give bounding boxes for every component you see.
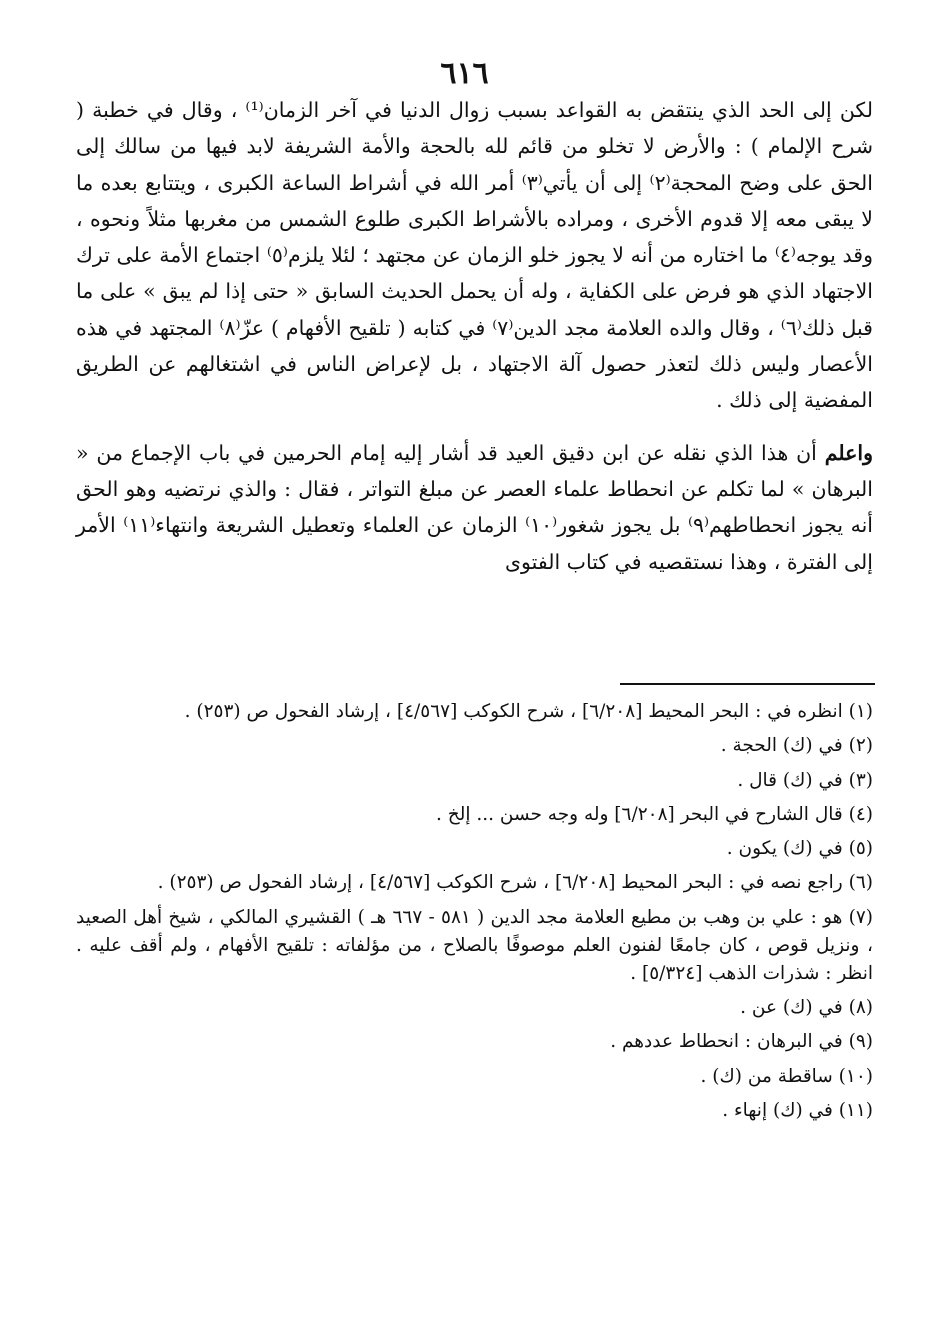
page-number: ٦١٦ <box>440 56 489 91</box>
paragraph-2 <box>76 435 873 580</box>
footnote-4: (٤) قال الشارح في البحر [٦/٢٠٨] وله وجه حسن ... إلخ . <box>435 803 873 825</box>
footnote-2: (٢) في (ك) الحجة . <box>720 735 873 757</box>
paragraph-text: لكن إلى الحد الذي ينتقض به القواعد بسبب زوال الدنيا في آخر الزمان⁽¹⁾ ، وقال في خطبة ( شرح الإلمام ) : والأرض لا تخلو من قائم لله بالحجة والأمة الشريفة لابد فيها من سالك إلى الحق على وضح المحجة⁽٢⁾ إلى أن يأتي⁽٣⁾ أمر الله في أشراط الساعة الكبرى ، ويتتابع بعده ما لا يبقى معه إلا قدوم الأخرى ، ومراده بالأشراط الكبرى طلوع الشمس من مغربها مثلاً ونحوه ، وقد يوجه⁽٤⁾ ما اختاره من أنه لا يجوز خلو الزمان عن مجتهد ؛ لئلا يلزم⁽٥⁾ اجتماع الأمة على ترك الاجتهاد الذي هو فرض على الكفاية ، وله أن يحمل الحديث السابق « حتى إذا لم يبق » على ما قبل ذلك⁽٦⁾ ، وقال والده العلامة مجد الدين⁽٧⁾ في كتابه ( تلقيح الأفهام ) عزّ⁽٨⁾ المجتهد في هذه الأعصار وليس ذلك لتعذر حصول آلة الاجتهاد ، بل لإعراض الناس في اشتغالهم عن الطريق المفضية إلى ذلك . <box>76 98 873 413</box>
footnote-separator <box>620 683 875 685</box>
footnote-11: (١١) في (ك) إنهاء . <box>722 1099 873 1121</box>
paragraph-1 <box>76 92 873 419</box>
footnote-3: (٣) في (ك) قال . <box>737 769 873 791</box>
footnote-6: (٦) راجع نصه في : البحر المحيط [٦/٢٠٨] ، شرح الكوكب [٤/٥٦٧] ، إرشاد الفحول ص (٢٥٣) . <box>157 872 873 894</box>
footnote-7: (٧) هو : علي بن وهب بن مطيع العلامة مجد الدين ( ٥٨١ - ٦٦٧ هـ ) القشيري المالكي ، شيخ أهل الصعيد ، ونزيل قوص ، كان جامعًا لفنون العلم موصوفًا بالصلاح ، من مؤلفاته : تلقيح الأفهام ، ولم أقف عليه . انظر : شذرات الذهب [٥/٣٢٤] . <box>76 906 873 984</box>
footnote-8: (٨) في (ك) عن . <box>740 997 873 1019</box>
paragraph-text: أن هذا الذي نقله عن ابن دقيق العيد قد أشار إليه إمام الحرمين في باب الإجماع من « البرهان » لما تكلم عن انحطاط علماء العصر عن مبلغ التواتر ، فقال : والذي نرتضيه وهو الحق أنه يجوز انحطاطهم⁽٩⁾ بل يجوز شغور⁽١٠⁾ الزمان عن العلماء وتعطيل الشريعة وانتهاء⁽١١⁾ الأمر إلى الفترة ، وهذا نستقصيه في كتاب الفتوى <box>76 440 873 574</box>
main-text <box>76 92 873 580</box>
footnote-10: (١٠) ساقطة من (ك) . <box>700 1065 873 1087</box>
footnote-5: (٥) في (ك) يكون . <box>726 838 873 860</box>
footnotes <box>76 698 873 1125</box>
footnote-9: (٩) في البرهان : انحطاط عددهم . <box>610 1031 873 1053</box>
paragraph-lead-word: واعلم <box>824 440 873 465</box>
footnote-1: (١) انظره في : البحر المحيط [٦/٢٠٨] ، شرح الكوكب [٤/٥٦٧] ، إرشاد الفحول ص (٢٥٣) . <box>184 701 873 722</box>
